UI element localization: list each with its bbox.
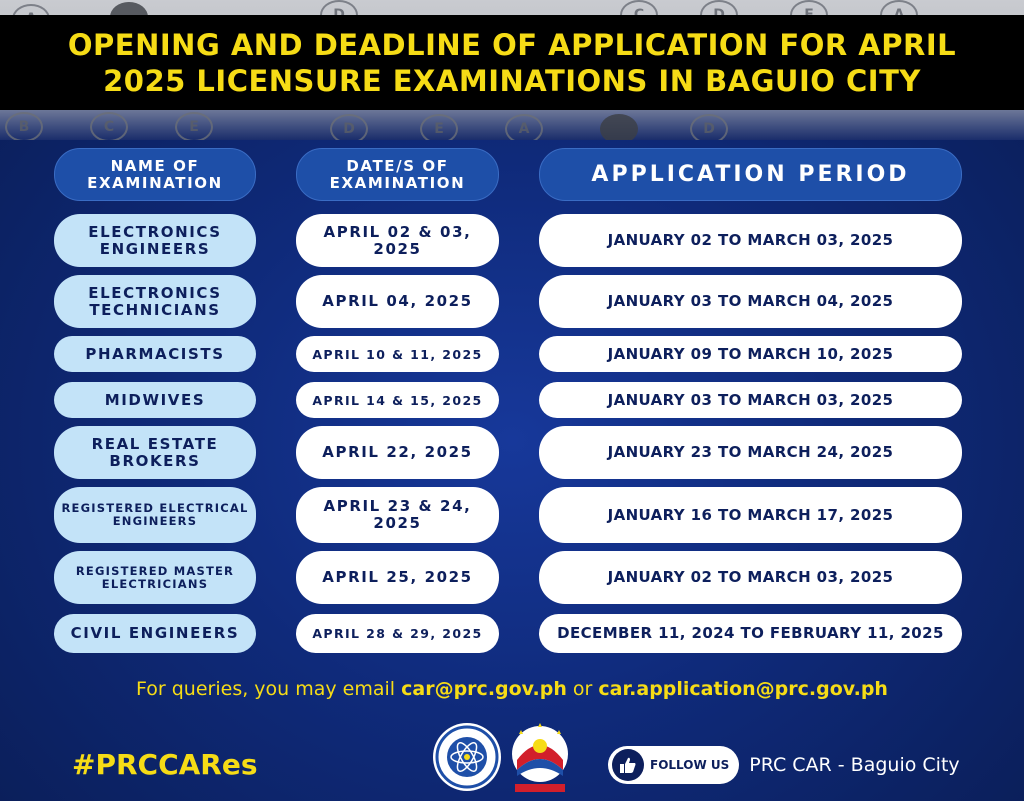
bubble-decoration (600, 114, 638, 140)
follow-us-label: FOLLOW US (650, 758, 730, 772)
exam-dates: APRIL 22, 2025 (296, 426, 499, 479)
hashtag: #PRCCARes (72, 748, 258, 781)
email-link-application[interactable]: car.application@prc.gov.ph (598, 678, 888, 700)
bubble-decoration: C (90, 112, 128, 140)
contact-note (0, 678, 1024, 700)
application-period: JANUARY 03 TO MARCH 04, 2025 (539, 275, 962, 328)
bubble-decoration: D (330, 114, 368, 140)
header-exam-dates: DATE/S OF EXAMINATION (296, 148, 499, 201)
application-period: JANUARY 02 TO MARCH 03, 2025 (539, 551, 962, 604)
contact-prefix: For queries, you may email (136, 678, 396, 700)
application-period: JANUARY 02 TO MARCH 03, 2025 (539, 214, 962, 267)
application-period: JANUARY 23 TO MARCH 24, 2025 (539, 426, 962, 479)
exam-name: PHARMACISTS (54, 336, 256, 372)
application-period: JANUARY 03 TO MARCH 03, 2025 (539, 382, 962, 418)
thumbs-up-icon (612, 749, 644, 781)
prc-seal-logo (432, 722, 502, 792)
title-banner (0, 15, 1024, 110)
facebook-page-name[interactable]: PRC CAR - Baguio City (749, 754, 960, 776)
exam-name: REGISTERED ELECTRICAL ENGINEERS (54, 487, 256, 543)
follow-us-badge[interactable] (608, 746, 739, 784)
header-exam-name: NAME OF EXAMINATION (54, 148, 256, 201)
bubble-decoration: A (505, 114, 543, 140)
bubble-decoration: E (420, 114, 458, 140)
exam-dates: APRIL 23 & 24, 2025 (296, 487, 499, 543)
email-link-car[interactable]: car@prc.gov.ph (401, 678, 567, 700)
exam-dates: APRIL 25, 2025 (296, 551, 499, 604)
bubble-decoration: E (175, 112, 213, 140)
exam-name: MIDWIVES (54, 382, 256, 418)
exam-name: ELECTRONICS ENGINEERS (54, 214, 256, 267)
exam-dates: APRIL 02 & 03, 2025 (296, 214, 499, 267)
exam-dates: APRIL 28 & 29, 2025 (296, 614, 499, 653)
application-period: JANUARY 16 TO MARCH 17, 2025 (539, 487, 962, 543)
bubble-decoration: B (5, 112, 43, 140)
application-period: DECEMBER 11, 2024 TO FEBRUARY 11, 2025 (539, 614, 962, 653)
follow-us-block[interactable] (608, 741, 960, 789)
exam-dates: APRIL 10 & 11, 2025 (296, 336, 499, 372)
page-title: OPENING AND DEADLINE OF APPLICATION FOR APRIL 2025 LICENSURE EXAMINATIONS IN BAGUIO CITY (67, 27, 957, 98)
header-application-period: APPLICATION PERIOD (539, 148, 962, 201)
application-period: JANUARY 09 TO MARCH 10, 2025 (539, 336, 962, 372)
exam-name: REGISTERED MASTER ELECTRICIANS (54, 551, 256, 604)
exam-dates: APRIL 04, 2025 (296, 275, 499, 328)
exam-name: ELECTRONICS TECHNICIANS (54, 275, 256, 328)
bubble-decoration: D (690, 114, 728, 140)
exam-dates: APRIL 14 & 15, 2025 (296, 382, 499, 418)
contact-joiner: or (572, 678, 593, 700)
exam-name: CIVIL ENGINEERS (54, 614, 256, 653)
bagong-pilipinas-logo (507, 720, 573, 794)
exam-name: REAL ESTATE BROKERS (54, 426, 256, 479)
